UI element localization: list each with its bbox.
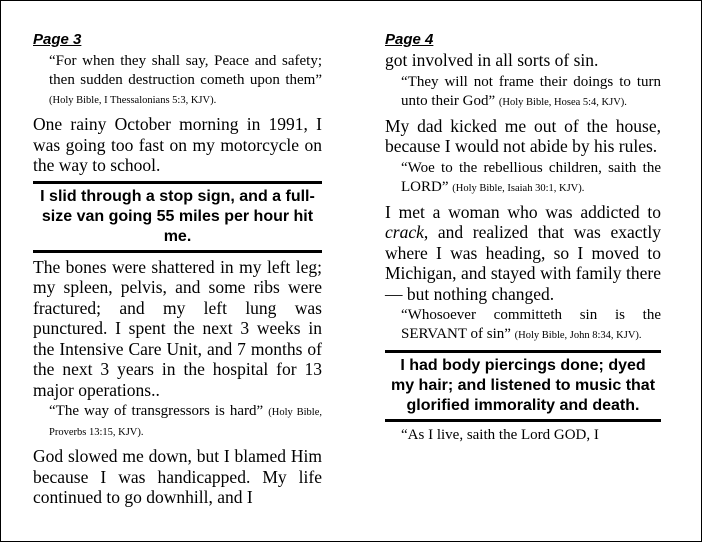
quote-citation: (Holy Bible, Proverbs 13:15, KJV).: [49, 407, 322, 438]
body-paragraph: My dad kicked me out of the house, because I would not abide by his rules.: [385, 115, 661, 156]
italic-word: crack: [385, 222, 424, 242]
quote-citation: (Holy Bible, Hosea 5:4, KJV).: [498, 96, 627, 108]
quote-text: “Whosoever committeth sin is the SERVANT of sin”: [401, 307, 661, 342]
body-paragraph: God slowed me down, but I blamed Him because I was handicapped. My life continued to go downhill, and I: [33, 446, 322, 507]
body-paragraph: The bones were shattered in my left leg; my spleen, pelvis, and some ribs were fractured; and my left lung was punctured. I spent the next 3 weeks in the Intensive Care Unit, and 7 months of the next 3 years in the hospital for 13 major operations..: [33, 256, 322, 400]
right-page: [385, 30, 661, 449]
quote-text: “The way of transgressors is hard”: [49, 403, 264, 419]
body-paragraph: One rainy October morning in 1991, I was going too fast on my motorcycle on the way to school.: [33, 114, 322, 175]
paragraph-text: , and realized that was exactly where I was heading, so I moved to Michigan, and stayed with family there — but nothing changed.: [385, 222, 661, 304]
scripture-quote: [401, 306, 661, 345]
body-paragraph: [385, 202, 661, 305]
callout-box: I had body piercings done; dyed my hair; and listened to music that glorified immorality and death.: [385, 350, 661, 422]
scripture-quote: “As I live, saith the Lord GOD, I: [401, 427, 599, 443]
callout-box: I slid through a stop sign, and a full-size van going 55 miles per hour hit me.: [33, 181, 322, 253]
paragraph-text: I met a woman who was addicted to: [385, 201, 661, 222]
scripture-quote: [49, 52, 322, 110]
left-page: [33, 30, 322, 508]
quote-citation: (Holy Bible, I Thessalonians 5:3, KJV).: [49, 95, 217, 106]
quote-text: “Woe to the rebellious children, saith the LORD”: [401, 159, 661, 195]
quote-citation: (Holy Bible, Isaiah 30:1, KJV).: [452, 182, 585, 194]
quote-text: “For when they shall say, Peace and safety; then sudden destruction cometh upon them”: [49, 53, 322, 88]
scripture-quote: [401, 159, 661, 198]
body-paragraph: got involved in all sorts of sin.: [385, 50, 599, 70]
page-header: Page 4: [385, 31, 434, 48]
scripture-quote: [401, 73, 661, 112]
quote-text: “They will not frame their doings to turn unto their God”: [401, 73, 661, 109]
scripture-quote: [49, 402, 322, 442]
quote-citation: (Holy Bible, John 8:34, KJV).: [514, 330, 642, 341]
page-header: Page 3: [33, 31, 82, 48]
